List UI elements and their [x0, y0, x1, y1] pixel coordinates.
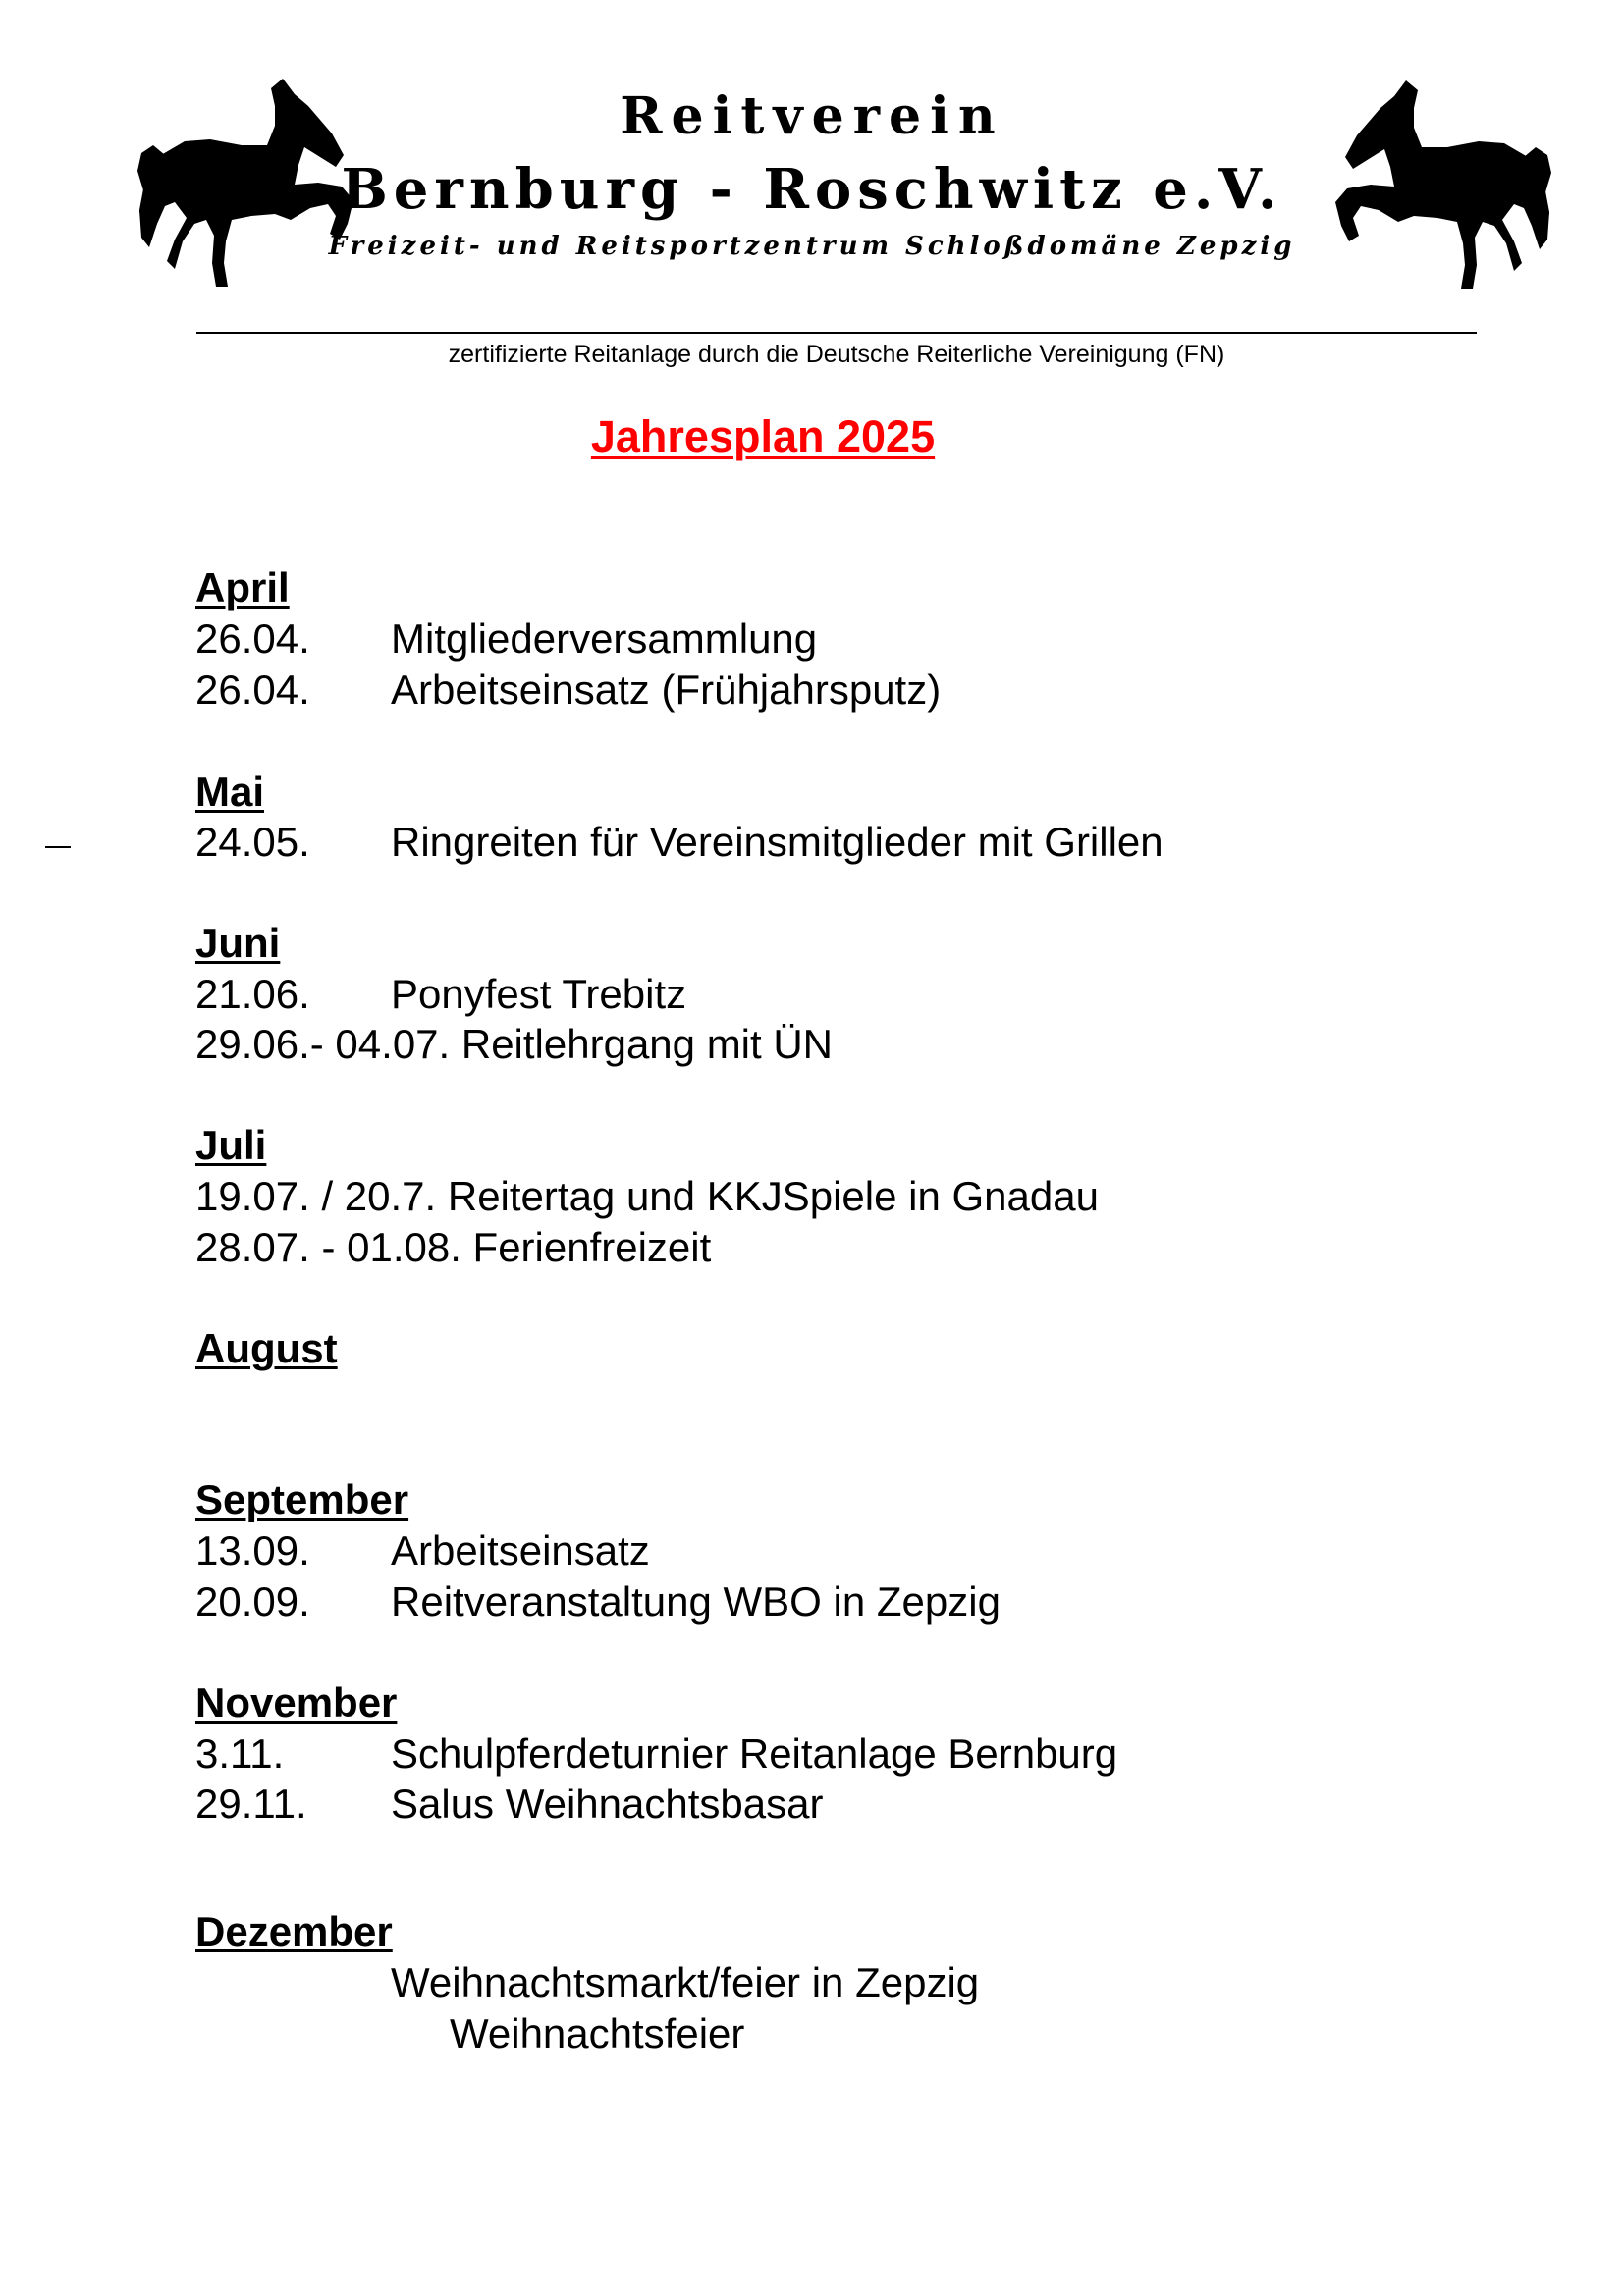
margin-dash — [45, 846, 71, 848]
event-line: 28.07. - 01.08. Ferienfreizeit — [195, 1224, 712, 1270]
month-heading-dezember: Dezember — [195, 1908, 393, 1954]
event-text: Weihnachtsfeier — [450, 2010, 745, 2056]
event-date: 3.11. — [195, 1731, 285, 1777]
certification-note: zertifizierte Reitanlage durch die Deutsche Reiterliche Vereinigung (FN) — [448, 341, 1225, 368]
header-divider — [196, 332, 1477, 334]
event-text: Mitgliederversammlung — [391, 615, 818, 662]
event-line: 19.07. / 20.7. Reitertag und KKJSpiele in Gnadau — [195, 1173, 1099, 1219]
event-text: Arbeitseinsatz — [391, 1527, 650, 1574]
month-heading-september: September — [195, 1476, 409, 1522]
event-date: 20.09. — [195, 1578, 310, 1625]
event-text: Weihnachtsmarkt/feier in Zepzig — [391, 1959, 980, 2005]
event-date: 26.04. — [195, 615, 310, 662]
club-subtitle: Freizeit- und Reitsportzentrum Schloßdomäne Zepzig — [328, 232, 1296, 261]
event-text: Reitveranstaltung WBO in Zepzig — [391, 1578, 1001, 1625]
club-name-line-2: Bernburg - Roschwitz e.V. — [341, 157, 1283, 222]
month-heading-april: April — [195, 564, 290, 611]
event-text: Ringreiten für Vereinsmitglieder mit Grillen — [391, 819, 1164, 865]
month-heading-juni: Juni — [195, 920, 281, 966]
horse-silhouette-icon — [1327, 79, 1553, 290]
month-heading-mai: Mai — [195, 769, 265, 815]
event-date: 29.11. — [195, 1781, 307, 1827]
club-name-line-1: Reitverein — [620, 86, 1004, 146]
event-date: 21.06. — [195, 971, 310, 1017]
event-date: 13.09. — [195, 1527, 310, 1574]
event-text: Ponyfest Trebitz — [391, 971, 687, 1017]
event-line: 29.06.- 04.07. Reitlehrgang mit ÜN — [195, 1021, 834, 1067]
event-date: 26.04. — [195, 667, 310, 713]
event-text: Schulpferdeturnier Reitanlage Bernburg — [391, 1731, 1118, 1777]
month-heading-august: August — [195, 1325, 338, 1371]
event-text: Salus Weihnachtsbasar — [391, 1781, 824, 1827]
page-title: Jahresplan 2025 — [590, 411, 936, 461]
event-date: 24.05. — [195, 819, 310, 865]
month-heading-november: November — [195, 1680, 398, 1726]
month-heading-juli: Juli — [195, 1122, 267, 1168]
event-text: Arbeitseinsatz (Frühjahrsputz) — [391, 667, 942, 713]
